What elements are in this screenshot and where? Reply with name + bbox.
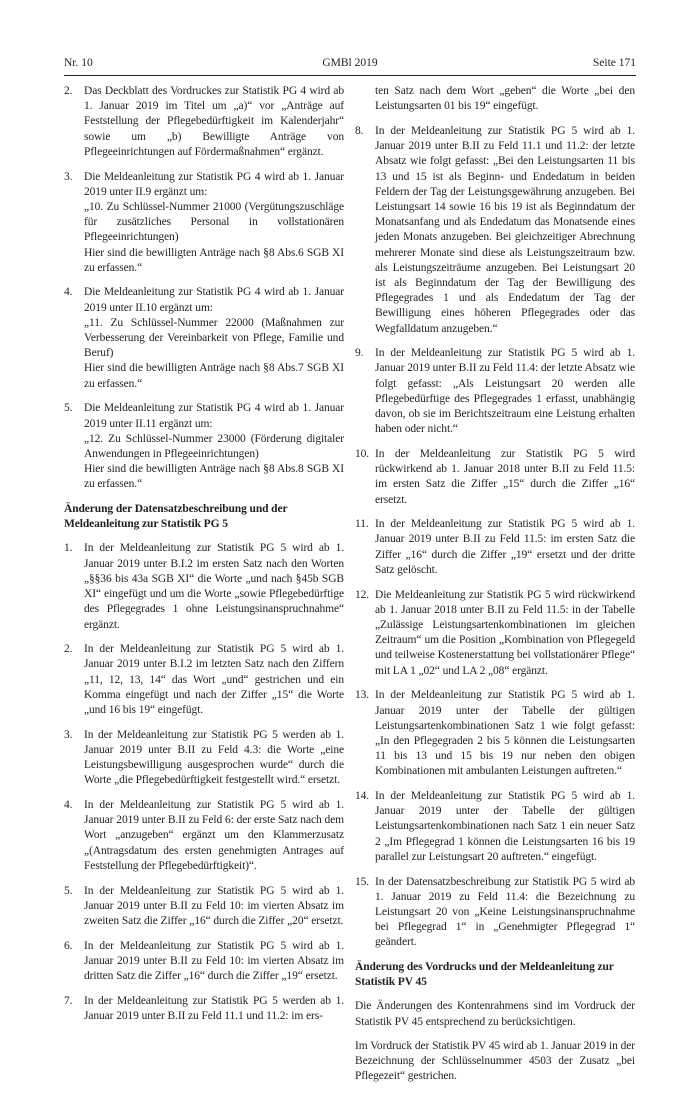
issue-number: Nr. 10 (64, 57, 93, 69)
list-item (355, 588, 635, 679)
list-item (355, 875, 635, 951)
item-text: In der Meldeanleitung zur Statistik PG 5 wird ab 1. Januar 2019 unter B.II zu Feld 11.5: im ersten Satz die Ziffer „16“ durch die Ziffer „19“ ersetzt und der dritte Satz gelöscht. (375, 518, 635, 576)
list-item (64, 84, 344, 160)
list-item (64, 541, 344, 632)
item-text: In der Meldeanleitung zur Statistik PG 5 wird ab 1. Januar 2019 unter der Tabelle der gültigen Leistungsartenkombinationen Satz 1 wie folgt gefasst: „In den Pflegegraden 2 bis 5 können die Leistungsarten 11 bis 13 und 15 bis 19 nur neben den obigen Kombinationen mit ambulanten Leistungen auftreten.“ (375, 689, 635, 778)
item-text: Die Meldeanleitung zur Statistik PG 4 wird ab 1. Januar 2019 unter II.11 ergänzt um: „12. Zu Schlüssel-Nummer 23000 (Förderung digitaler Anwendungen in Pflegeeinrichtungen) Hier sind die bewilligten Anträge nach §8 Abs.8 SGB XI zu erfassen.“ (84, 402, 344, 491)
item-text: Die Meldeanleitung zur Statistik PG 4 wird ab 1. Januar 2019 unter II.9 ergänzt um: „10. Zu Schlüssel-Nummer 21000 (Vergütungszuschläge für zusätzliches Personal in vollstationären Pflegeeinrichtungen) Hier sind die bewilligten Anträge nach §8 Abs.6 SGB XI zu erfassen.“ (84, 170, 344, 274)
header-rule (64, 75, 636, 76)
item-text: In der Meldeanleitung zur Statistik PG 5 werden ab 1. Januar 2019 unter B.II zu Feld 11.1 und 11.2: im ers- (84, 994, 344, 1022)
pg5-items-right (355, 124, 635, 951)
item-text: In der Datensatzbeschreibung zur Statistik PG 5 wird ab 1. Januar 2019 zu Feld 11.4: die Bezeichnung zu Leistungsart 20 von „Keine Leistungsinanspruchnahme bei Pflegegrad 1“ in „Genehmigter Pflegegrad 1“ geändert. (375, 875, 635, 949)
right-column (355, 84, 635, 1093)
item-text: In der Meldeanleitung zur Statistik PG 5 wird ab 1. Januar 2019 unter der Tabelle der gültigen Leistungsartenkombinationen nach Satz 1 ein neuer Satz 2 „Im Pflegegrad 1 können die Leistungsarten 16 bis 19 parallel zur Leistungsart 20 auftreten.“ eingefügt. (375, 790, 635, 863)
item-text: Die Meldeanleitung zur Statistik PG 4 wird ab 1. Januar 2019 unter II.10 ergänzt um: „11. Zu Schlüssel-Nummer 22000 (Maßnahmen zur Verbesserung der Vereinbarkeit von Pflege, Familie und Beruf) Hier sind die bewilligten Anträge nach §8 Abs.7 SGB XI zu erfassen.“ (84, 286, 344, 390)
item-text: In der Meldeanleitung zur Statistik PG 5 wird ab 1. Januar 2019 unter B.II zu Feld 11.4: der letzte Absatz wie folgt gefasst: „Als Leistungsart 20 werden alle Pflegebedürftige des Pflegegrades 1 erfasst, unabhängig davon, ob sie im Berichtszeitraum eine Leistung erhalten haben oder nicht.“ (375, 347, 635, 436)
item-number: 9. (355, 347, 364, 360)
list-item (355, 346, 635, 437)
item-number: 5. (64, 402, 73, 415)
publication-title: GMBl 2019 (322, 57, 378, 69)
item-number: 11. (355, 518, 369, 531)
item-number: 6. (64, 939, 73, 952)
item-number: 10. (355, 447, 370, 460)
paragraph: Im Vordruck der Statistik PV 45 wird ab 1. Januar 2019 in der Bezeichnung der Schlüsselnummer 4503 der Zusatz „bei Pflegezeit“ gestrichen. (355, 1039, 635, 1083)
item-number: 8. (355, 124, 364, 137)
list-item (355, 789, 635, 865)
page-number: Seite 171 (592, 57, 636, 69)
item-number: 15. (355, 875, 370, 888)
item-text: In der Meldeanleitung zur Statistik PG 5 wird ab 1. Januar 2019 unter B.II zu Feld 6: der erste Satz nach dem Wort „anzugeben“ ergänzt um den Klammerzusatz „(Antragsdatum des ersten genehmigten Antrages auf Feststellung der Pflegebedürftigkeit)“. (84, 799, 344, 872)
left-column (64, 84, 344, 1034)
item-number: 13. (355, 689, 370, 702)
item-number: 4. (64, 799, 73, 812)
paragraph: Die Änderungen des Kontenrahmens sind im Vordruck der Statistik PV 45 entsprechend zu berücksichtigen. (355, 1000, 635, 1028)
list-item (64, 401, 344, 492)
list-item (355, 517, 635, 578)
list-item (355, 124, 635, 337)
item-text: In der Meldeanleitung zur Statistik PG 5 wird ab 1. Januar 2019 unter B.I.2 im ersten Satz nach den Worten „§§36 bis 43a SGB XI“ die Worte „und nach §45b SGB XI“ eingefügt und um die Worte „sowie Pflegebedürftige des Pflegegrades 1 ohne Leistungsinanspruchnahme“ ergänzt. (84, 542, 344, 631)
heading-pv45: Änderung des Vordrucks und der Meldeanleitung zur Statistik PV 45 (355, 961, 614, 989)
list-item (64, 642, 344, 718)
item-number: 14. (355, 790, 370, 803)
list-item (64, 884, 344, 930)
item-text: In der Meldeanleitung zur Statistik PG 5 wird ab 1. Januar 2019 unter B.I.2 im letzten Satz nach den Ziffern „11, 12, 13, 14“ das Wort „und“ gestrichen und ein Komma eingefügt und nach der Ziffer „15“ die Worte „und 16 bis 19“ eingefügt. (84, 643, 344, 717)
item-number: 12. (355, 588, 370, 601)
page-header (64, 57, 636, 73)
list-item (64, 798, 344, 874)
item-number: 1. (64, 542, 73, 555)
item-text: In der Meldeanleitung zur Statistik PG 5 werden ab 1. Januar 2019 unter B.II zu Feld 4.3: die Worte „eine Leistungsbewilligung ausgesprochen wurde“ durch die Worte „die Pflegebedürftigkeit festgestellt wird.“ ersetzt. (84, 728, 344, 787)
item-text: In der Meldeanleitung zur Statistik PG 5 wird ab 1. Januar 2019 unter B.II zu Feld 10: im vierten Absatz im dritten Satz die Ziffer „16“ durch die Ziffer „19“ ersetzt. (84, 939, 344, 983)
item-7-continuation: ten Satz nach dem Wort „geben“ die Worte „bei den Leistungsarten 01 bis 19“ eingefügt. (375, 85, 635, 113)
item-number: 3. (64, 170, 73, 183)
list-item (64, 170, 344, 276)
list-item (355, 447, 635, 508)
list-item (64, 285, 344, 391)
item-text: Die Meldeanleitung zur Statistik PG 5 wird rückwirkend ab 1. Januar 2018 unter B.II zu Feld 11.5: in der Tabelle „Zulässige Leistungsartenkombinationen im gleichen Zeitraum“ um die Position „Kombination von Pflegegeld und teilweise Kostenerstattung bei vollstationärer Pflege“ mit LA 1 „02“ und LA 2 „08“ ergänzt. (375, 588, 635, 677)
list-item (64, 994, 344, 1024)
item-text: Das Deckblatt des Vordruckes zur Statistik PG 4 wird ab 1. Januar 2019 im Titel um „a)“ vor „Anträge auf Feststellung der Pflegebedürftigkeit im Kalenderjahr“ sowie um „b) Bewilligte Anträge von Pflegeeinrichtungen auf Fördermaßnahmen“ ergänzt. (84, 85, 344, 158)
item-number: 2. (64, 643, 73, 656)
list-item (355, 688, 635, 779)
pg5-items-left (64, 541, 344, 1024)
item-number: 4. (64, 286, 73, 299)
pv45-section (355, 999, 635, 1084)
item-text: In der Meldeanleitung zur Statistik PG 5 wird ab 1. Januar 2019 unter B.II zu Feld 10: im vierten Absatz im zweiten Satz die Ziffer „16“ durch die Ziffer „20“ ersetzt. (84, 884, 344, 927)
item-text: In der Meldeanleitung zur Statistik PG 5 wird rückwirkend ab 1. Januar 2018 unter B.II zu Feld 11.5: im ersten Satz die Ziffer „15“ durch die Ziffer „16“ ersetzt. (375, 447, 635, 506)
item-text: In der Meldeanleitung zur Statistik PG 5 wird ab 1. Januar 2019 unter B.II zu Feld 11.1 und 11.2: der letzte Absatz wie folgt gefasst: „Bei den Leistungsarten 11 bis 13 und 15 ist als Beginn- und Endedatum in beiden Feldern der Tag der Leistungsgewährung anzugeben. Bei Leistungsart 14 sowie 16 bis 19 ist als Beginndatum der Monatsanfang und als Endedatum das Monatsende eines jeden Monats anzugeben. Bei gleichzeitiger Abrechnung mehrerer Monate sind diese als Leistungszeitraum bzw. als Leistungszeiträume anzugeben. Bei Leistungsart 20 ist als Beginndatum der Tag der Bewilligung des Pflegegrades 1 und als Endedatum der Tag der Bewilligung eines höheren Pflegegrades oder das Wegfalldatum anzugeben.“ (375, 124, 635, 335)
list-item (64, 728, 344, 789)
pg4-items (64, 84, 344, 493)
item-number: 3. (64, 728, 73, 741)
list-item (64, 939, 344, 985)
item-number: 7. (64, 994, 73, 1007)
item-number: 2. (64, 85, 73, 97)
heading-pg5: Änderung der Datensatzbeschreibung und der Meldeanleitung zur Statistik PG 5 (64, 503, 288, 531)
item-number: 5. (64, 884, 73, 897)
